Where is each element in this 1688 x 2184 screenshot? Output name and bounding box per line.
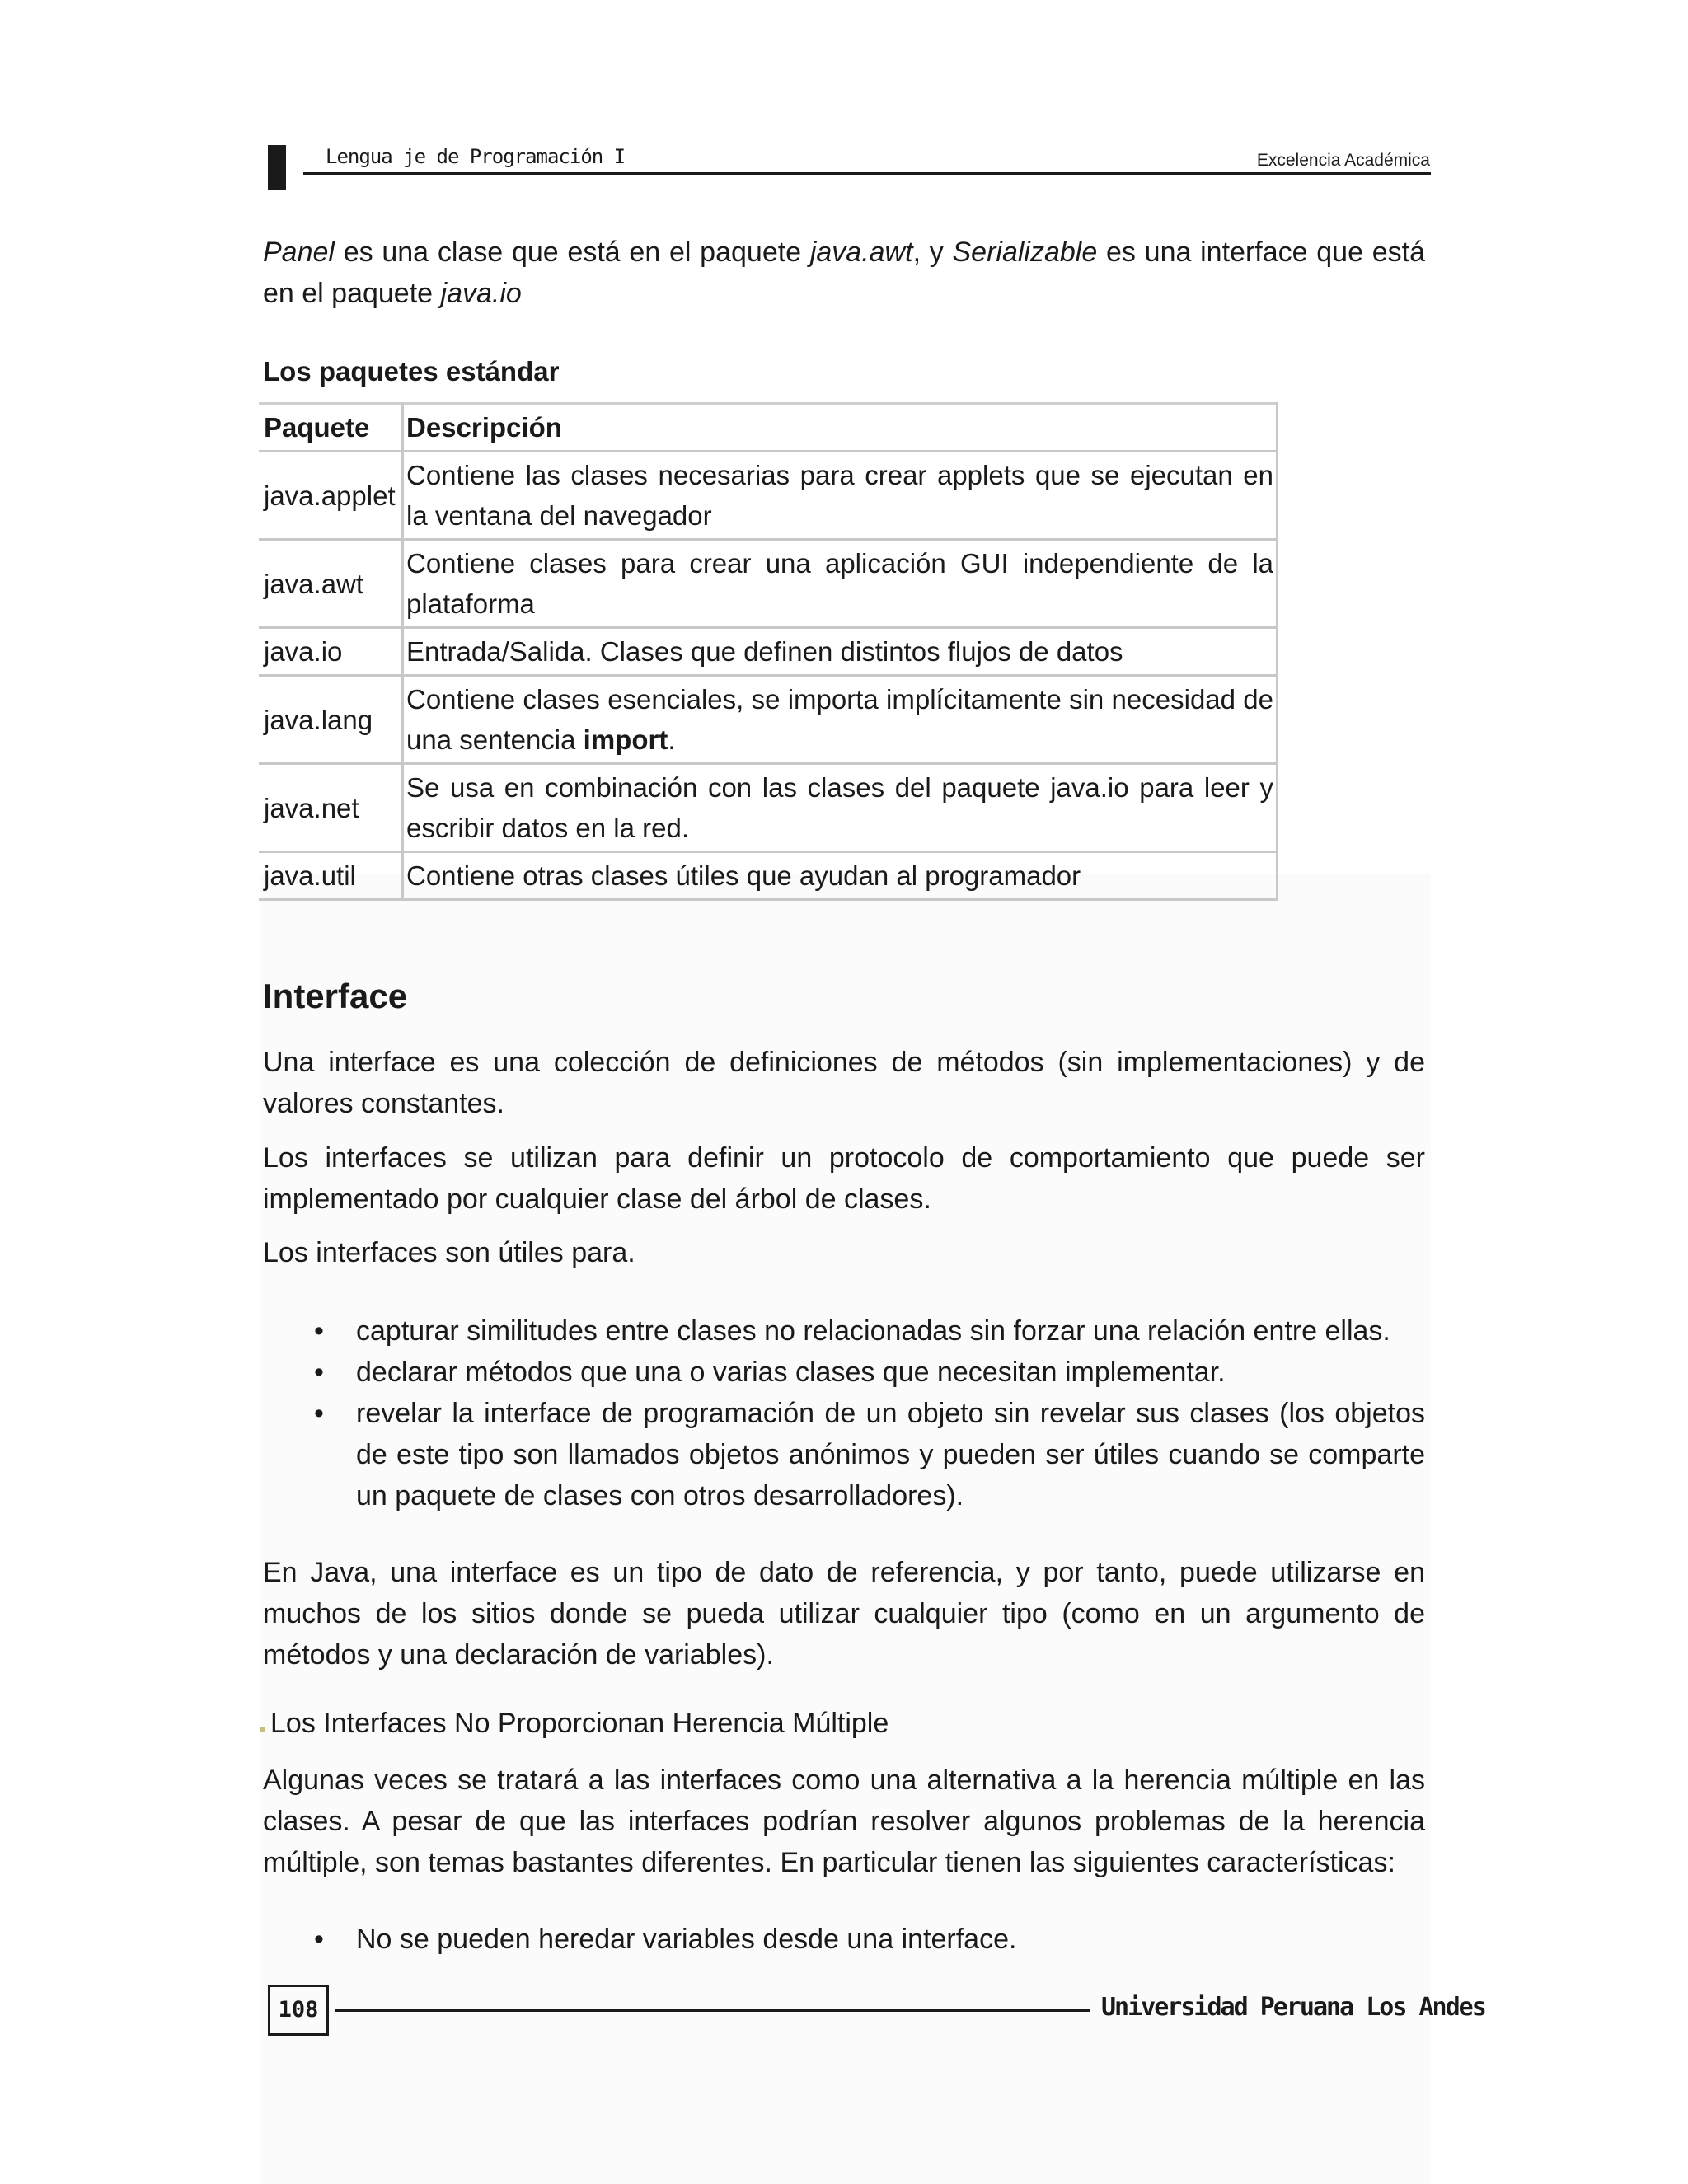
interface-paragraph-4: En Java, una interface es un tipo de dato de referencia, y por tanto, puede utilizarse en muchos de los sitios donde se pueda utilizar cualquier tipo (como en un argumento de métodos y una declaración de variables).	[263, 1557, 1425, 1671]
header-marker	[268, 145, 286, 190]
characteristics-list	[263, 1919, 1425, 1960]
list-item-text: No se pueden heredar variables desde una interface.	[356, 1924, 1017, 1955]
package-name: java.util	[260, 852, 403, 900]
table-row	[260, 540, 1278, 628]
subheading-marker-icon	[260, 1727, 265, 1732]
interface-p3-block	[263, 1232, 1425, 1273]
header-course-title: Lengua je de Programación I	[326, 145, 626, 168]
package-name: java.applet	[260, 452, 403, 540]
col-header-package: Paquete	[260, 404, 403, 452]
subheading-text: Los Interfaces No Proporcionan Herencia Múltiple	[270, 1708, 889, 1739]
packages-table	[259, 402, 1278, 901]
section-heading-interface: Interface	[263, 977, 408, 1015]
intro-awt: java.awt	[809, 237, 913, 268]
intro-text-1: es una clase que está en el paquete	[334, 237, 810, 268]
table-row	[260, 852, 1278, 900]
interface-paragraph-1: Una interface es una colección de definiciones de métodos (sin implementaciones) y de valores constantes.	[263, 1047, 1425, 1119]
list-item	[263, 1310, 1425, 1352]
package-name: java.lang	[260, 676, 403, 764]
interface-p4-block	[263, 1552, 1425, 1675]
col-header-description: Descripción	[403, 404, 1278, 452]
package-description: Contiene otras clases útiles que ayudan al programador	[403, 852, 1278, 900]
bullet-icon: •	[314, 1315, 324, 1347]
bullet-icon: •	[314, 1357, 324, 1388]
table-header-row	[260, 404, 1278, 452]
package-description: Se usa en combinación con las clases del paquete java.io para leer y escribir datos en la red.	[403, 764, 1278, 852]
packages-title: Los paquetes estándar	[263, 356, 560, 387]
page-number: 108	[278, 1997, 319, 2022]
interface-paragraph-3: Los interfaces son útiles para.	[263, 1237, 635, 1268]
header-tagline: Excelencia Académica	[1256, 151, 1430, 170]
lang-desc-end: .	[668, 724, 676, 755]
package-description: Entrada/Salida. Clases que definen distintos flujos de datos	[403, 628, 1278, 676]
package-name: java.awt	[260, 540, 403, 628]
intro-text-3: es una interface que está en el paquete	[263, 237, 1426, 309]
intro-paragraph	[263, 232, 1425, 314]
package-description: Contiene clases para crear una aplicación GUI independiente de la plataforma	[403, 540, 1278, 628]
package-description	[403, 676, 1278, 764]
uses-list	[263, 1310, 1425, 1516]
intro-text-2: , y	[912, 237, 953, 268]
intro-panel: Panel	[263, 237, 335, 268]
package-description: Contiene las clases necesarias para crear applets que se ejecutan en la ventana del navegador	[403, 452, 1278, 540]
table-row	[260, 628, 1278, 676]
table-row	[260, 764, 1278, 852]
page-number-box	[268, 1985, 329, 2036]
list-item-text: capturar similitudes entre clases no relacionadas sin forzar una relación entre ellas.	[356, 1315, 1390, 1347]
intro-block	[263, 232, 1425, 314]
list-item	[263, 1919, 1425, 1960]
lang-desc-text: Contiene clases esenciales, se importa implícitamente sin necesidad de una sentencia	[406, 684, 1273, 755]
intro-serializable: Serializable	[952, 237, 1098, 268]
interface-p2-block	[263, 1137, 1425, 1220]
subheading-no-multiple-inheritance	[260, 1708, 889, 1740]
bullet-icon: •	[314, 1924, 324, 1955]
footer-rule	[335, 2009, 1090, 2012]
list-item	[263, 1352, 1425, 1393]
lang-desc-import: import	[583, 724, 668, 755]
bullet-icon: •	[314, 1398, 324, 1429]
interface-paragraph-2: Los interfaces se utilizan para definir un protocolo de comportamiento que puede ser implementado por cualquier clase del árbol de clases.	[263, 1142, 1425, 1215]
table-row	[260, 676, 1278, 764]
intro-io: java.io	[440, 278, 522, 309]
package-name: java.io	[260, 628, 403, 676]
interface-p5-block	[263, 1760, 1425, 1883]
list-item	[263, 1393, 1425, 1516]
interface-paragraph-5: Algunas veces se tratará a las interfaces como una alternativa a la herencia múltiple en las clases. A pesar de que las interfaces podrían resolver algunos problemas de la herencia múltiple, son temas bastantes diferentes. En particular tienen las siguientes características:	[263, 1765, 1425, 1878]
list-item-text: declarar métodos que una o varias clases que necesitan implementar.	[356, 1357, 1226, 1388]
header-rule	[303, 172, 1431, 175]
footer-university: Universidad Peruana Los Andes	[1101, 1993, 1485, 2022]
package-name: java.net	[260, 764, 403, 852]
interface-p1-block	[263, 1042, 1425, 1124]
list-item-text: revelar la interface de programación de un objeto sin revelar sus clases (los objetos de este tipo son llamados objetos anónimos y pueden ser útiles cuando se comparte un paquete de clases con otros desarrolladores).	[356, 1398, 1425, 1511]
table-row	[260, 452, 1278, 540]
